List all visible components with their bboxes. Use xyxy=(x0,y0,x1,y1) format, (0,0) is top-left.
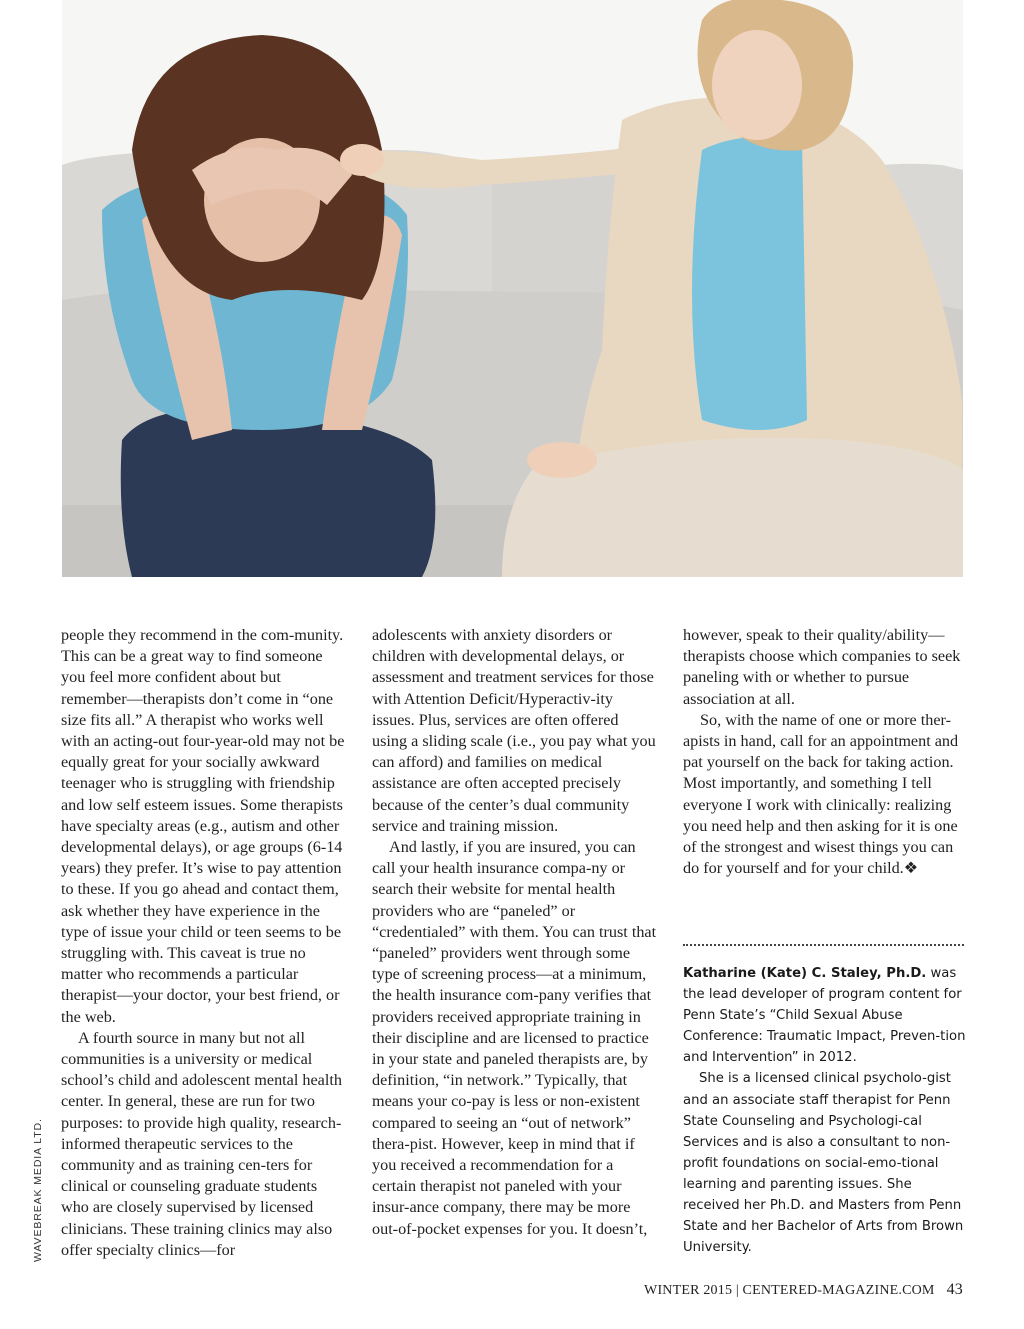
page-number: 43 xyxy=(946,1281,963,1298)
author-name: Katharine (Kate) C. Staley, Ph.D. xyxy=(683,966,927,981)
article-photo xyxy=(62,0,963,577)
author-bio xyxy=(683,963,968,1258)
article-column-1 xyxy=(61,625,346,1261)
paragraph: And lastly, if you are insured, you can call your health insurance compa-ny or search their website for mental health providers who are “paneled” or “credentialed” with them. You can trust that “paneled” providers went through some type of screening process—at a minimum, the health insurance com-pany verifies that providers received appropriate training in their discipline and are licensed to practice in your state and paneled therapists are, by definition, “in network.” Typically, that means your co-pay is less or non-existent compared to seeing an “out of network” thera-pist. However, keep in mind that if you received a recommendation for a certain therapist not paneled with your insur-ance company, there may be more out-of-pocket expenses for you. It doesn’t, xyxy=(372,838,657,1238)
dotted-divider xyxy=(683,944,964,946)
article-column-2 xyxy=(372,625,657,1240)
bio-text: was the lead developer of program content for Penn State’s “Child Sexual Abuse Conference: Traumatic Impact, Preven-tion and Intervention” in 2012. xyxy=(683,966,966,1066)
paragraph: A fourth source in many but not all communities is a university or medical school’s child and adolescent mental health center. In general, these are run for two purposes: to provide high quality, research-informed therapeutic services to the community and as training cen-ters for clinical or counseling graduate students who are closely supervised by licensed clinicians. These training clinics may also offer specialty clinics—for xyxy=(61,1028,342,1259)
paragraph: adolescents with anxiety disorders or children with developmental delays, or assessment and treatment services for those with Attention Deficit/Hyperactiv-ity issues. Plus, services are often offered using a sliding scale (i.e., you pay what you can afford) and families on medical assistance are often accepted precisely because of the center’s dual community service and training mission. xyxy=(372,626,656,835)
issue-line: WINTER 2015 | CENTERED-MAGAZINE.COM xyxy=(644,1283,935,1298)
bio-paragraph: She is a licensed clinical psycholo-gist and an associate staff therapist for Penn State Counseling and Psychologi-cal Services and is also a consultant to non-profit foundations on social-emo-tional learning and parenting issues. She received her Ph.D. and Masters from Penn State and her Bachelor of Arts from Brown University. xyxy=(683,1071,964,1256)
photo-therapist-consoling-teen xyxy=(62,0,963,577)
page-footer xyxy=(644,1281,963,1299)
paragraph: So, with the name of one or more ther-apists in hand, call for an appointment and pat yourself on the back for taking action. Most importantly, and something I tell everyone I work with clinically: realizing you need help and then asking for it is one of the strongest and wisest things you can do for yourself and for your child.❖ xyxy=(683,710,959,878)
photo-credit: WAVEBREAK MEDIA LTD. xyxy=(32,1118,44,1262)
paragraph: however, speak to their quality/ability—therapists choose which companies to seek paneling with or whether to pursue association at all. xyxy=(683,626,961,708)
article-column-3 xyxy=(683,625,968,879)
bio-paragraph xyxy=(683,963,968,1068)
paragraph: people they recommend in the com-munity. This can be a great way to find someone you feel more confident about but remember—therapists don’t come in “one size fits all.” A therapist who works well with an acting-out four-year-old may not be equally great for your socially awkward teenager who is struggling with friendship and low self esteem issues. Some therapists have specialty areas (e.g., autism and other developmental delays), or age groups (6-14 years) they prefer. It’s wise to pay attention to these. If you go ahead and contact them, ask whether they have experience in the type of issue your child or teen seems to be struggling with. This caveat is true no matter who recommends a particular therapist—your doctor, your best friend, or the web. xyxy=(61,626,345,1026)
